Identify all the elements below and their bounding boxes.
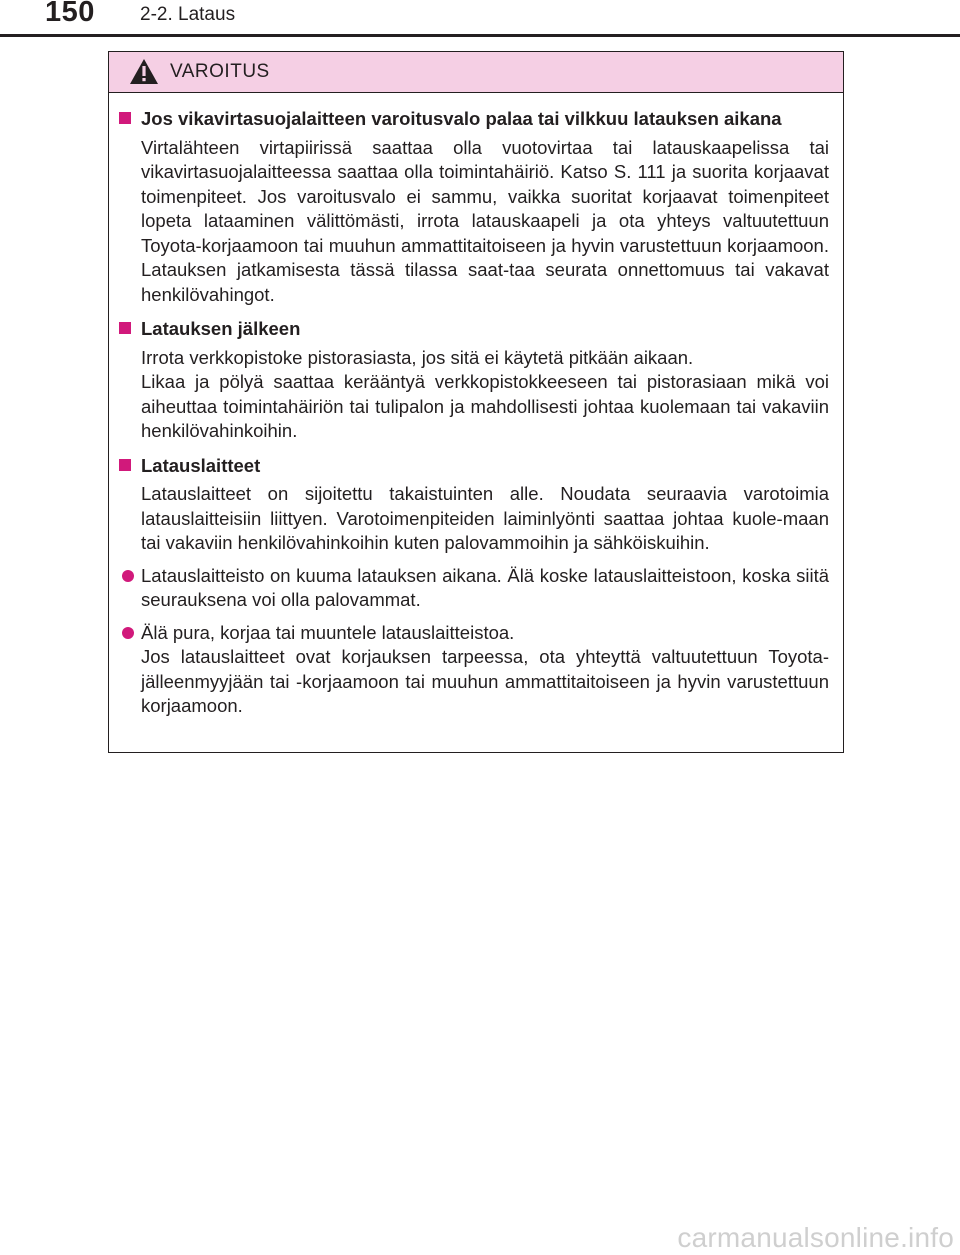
item-heading-text: Jos vikavirtasuojalaitteen varoitusvalo palaa tai vilkkuu latauksen aikana [141,108,782,129]
round-bullet-icon [122,627,134,639]
header-rule [0,34,960,37]
square-bullet-icon [119,459,131,471]
paragraph: Latauslaitteet on sijoitettu takaistuinten alle. Noudata seuraavia varotoimia latauslaitteisiin liittyen. Varotoimenpiteiden laiminlyönti saattaa johtaa kuole-maan tai vakaviin henkilövahinkoihin kuten palovammoihin ja sähköiskuihin. [141,483,829,553]
warning-box [108,51,844,753]
bullet-item-hot-equipment [119,564,829,613]
item-text [119,346,829,444]
item-text [141,621,829,719]
paragraph: Latauslaitteisto on kuuma latauksen aikana. Älä koske latauslaitteistoon, koska siitä seurauksena voi olla palovammat. [141,564,829,610]
warning-item-after-charging [119,317,829,444]
warning-body [109,93,843,719]
item-text [119,482,829,556]
warning-item-charging-equipment [119,454,829,719]
page-number: 150 [45,0,95,28]
warning-header [109,52,843,93]
item-heading [119,454,829,479]
square-bullet-icon [119,322,131,334]
item-heading-text: Latauksen jälkeen [141,318,301,339]
item-text [141,564,829,613]
bullet-item-do-not-disassemble [119,621,829,719]
round-bullet-icon [122,570,134,582]
item-heading [119,107,829,132]
paragraph: Jos latauslaitteet ovat korjauksen tarpeessa, ota yhteyttä valtuutettuun Toyota-jälleenmyyjään tai -korjaamoon tai muuhun ammattitaitoiseen ja hyvin varustettuun korjaamoon. [141,646,829,716]
paragraph: Virtalähteen virtapiirissä saattaa olla vuotovirtaa tai latauskaapelissa tai vikavirtasuojalaitteessa saattaa olla toimintahäiriö. Katso S. 111 ja suorita korjaavat toimenpiteet. Jos varoitusvalo ei sammu, vaikka suoritat korjaavat toimenpiteet lopeta lataaminen välittömästi, irrota latauskaapeli ja ota yhteys valtuutettuun Toyota-korjaamoon tai muuhun ammattitaitoiseen ja hyvin varustettuun korjaamoon. Latauksen jatkamisesta tässä tilassa saat-taa seurata onnettomuus tai vakavat henkilövahingot. [141,136,829,305]
item-heading [119,317,829,342]
watermark: carmanualsonline.info [677,1222,954,1253]
square-bullet-icon [119,112,131,124]
section-title: 2-2. Lataus [140,4,236,25]
page-header [0,0,960,40]
warning-item-residual-current [119,107,829,307]
item-heading-text: Latauslaitteet [141,454,261,476]
warning-triangle-icon [129,58,159,85]
warning-label: VAROITUS [170,61,270,82]
paragraph: Irrota verkkopistoke pistorasiasta, jos sitä ei käytetä pitkään aikaan. [141,346,694,368]
paragraph: Älä pura, korjaa tai muuntele latauslaitteistoa. [141,621,515,643]
item-text [119,136,829,308]
paragraph: Likaa ja pölyä saattaa kerääntyä verkkopistokkeeseen tai pistorasiaan mikä voi aiheuttaa toimintahäiriön tai tulipalon ja mahdollisesti johtaa kuolemaan tai vakaviin henkilövahinkoihin. [141,371,829,441]
